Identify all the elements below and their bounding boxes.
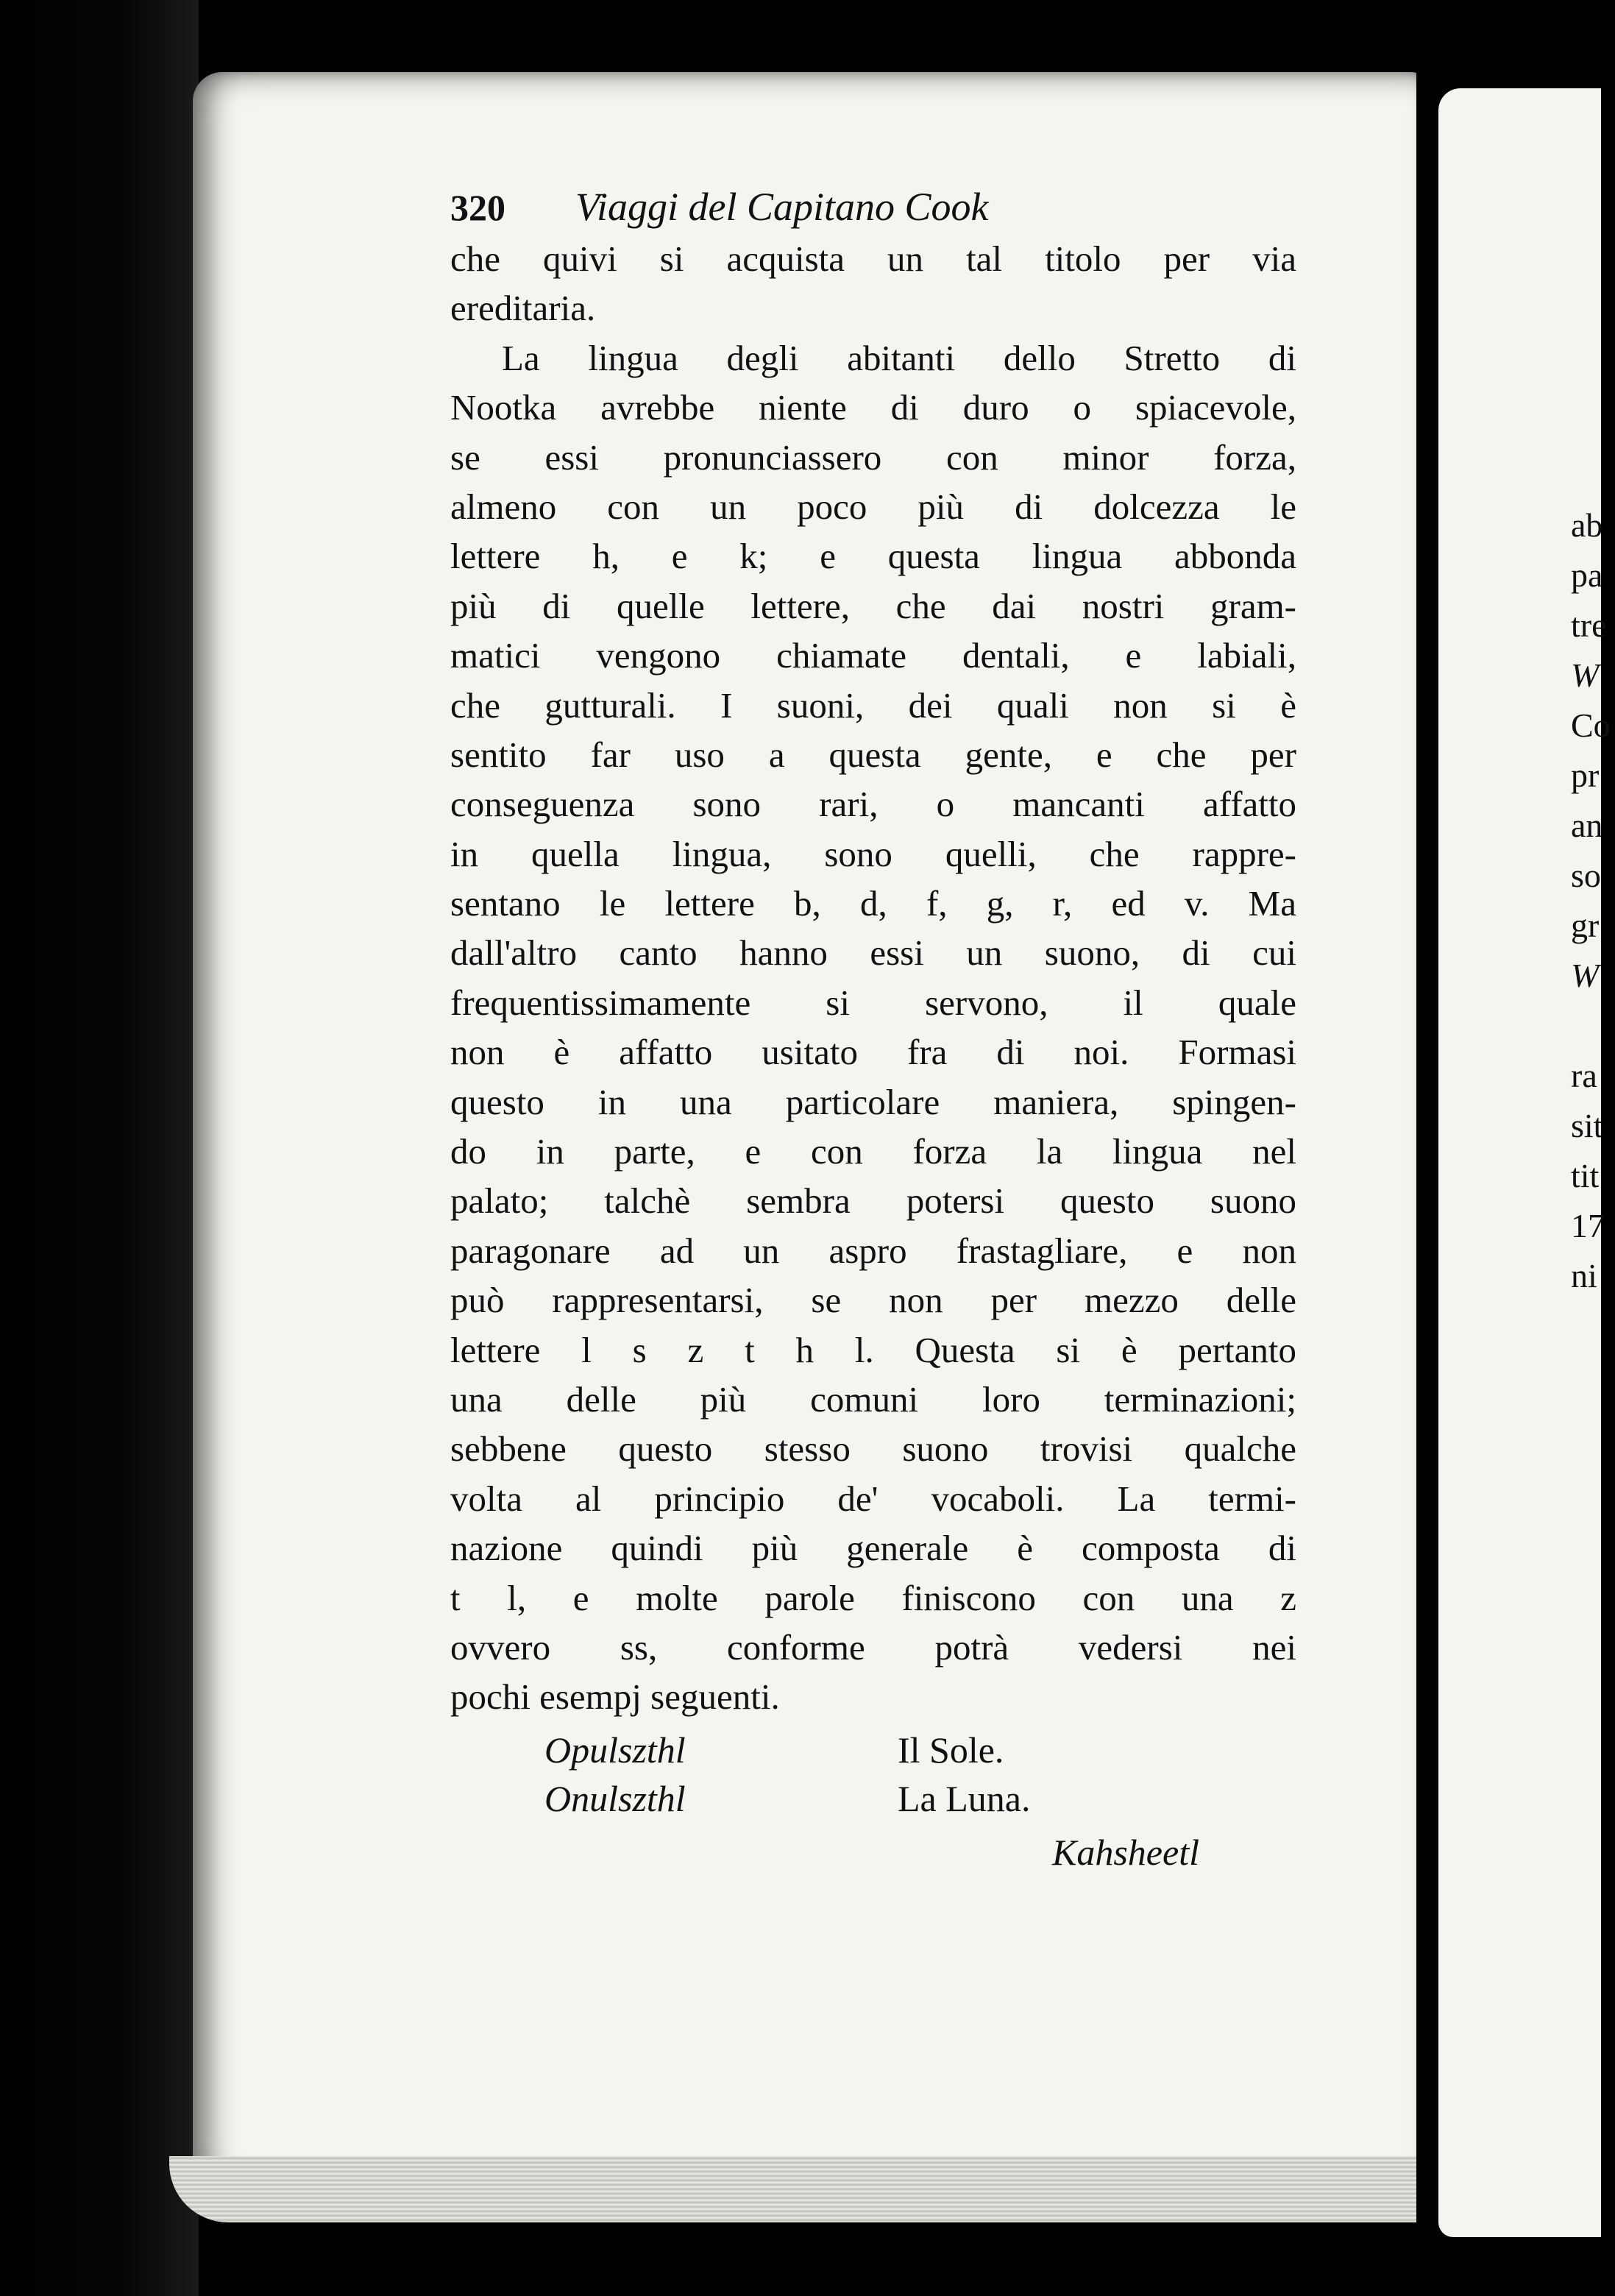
text-line: può rappresentarsi, se non per mezzo delle [450, 1280, 1296, 1321]
text-line: volta al principio de' vocaboli. La termi- [450, 1478, 1296, 1519]
text-line: non è affatto usitato fra di noi. Formasi [450, 1032, 1296, 1073]
body-paragraph [450, 234, 1296, 1722]
text-line: dall'altro canto hanno essi un suono, di cui [450, 932, 1296, 974]
left-book-edge [0, 0, 199, 2296]
right-fragment: ab [1571, 506, 1603, 544]
right-fragment: gr [1571, 907, 1600, 944]
native-word: Onulszthl [544, 1778, 686, 1819]
text-line: palato; talchè sembra potersi questo suono [450, 1180, 1296, 1222]
vocabulary-examples [544, 1726, 1133, 1823]
example-row [544, 1774, 1133, 1823]
page-header [450, 184, 1296, 234]
text-line: se essi pronunciassero con minor forza, [450, 436, 1296, 478]
text-line: pochi esempj seguenti. [450, 1676, 780, 1718]
text-line: che quivi si acquista un tal titolo per via [450, 238, 1296, 279]
text-line: che gutturali. I suoni, dei quali non si è [450, 684, 1296, 726]
right-fragment: sit [1571, 1107, 1603, 1144]
page-text [450, 184, 1296, 1722]
catchword: Kahsheetl [1052, 1832, 1199, 1873]
example-row [544, 1726, 1133, 1774]
text-line: sebbene questo stesso suono trovisi qualche [450, 1428, 1296, 1470]
right-fragment: W [1571, 957, 1600, 994]
text-line: do in parte, e con forza la lingua nel [450, 1131, 1296, 1172]
text-line: sentito far uso a questa gente, e che per [450, 734, 1296, 775]
text-line: ereditaria. [450, 288, 596, 329]
text-line: matici vengono chiamate dentali, e labiali, [450, 635, 1296, 676]
right-fragment: Co [1571, 706, 1611, 744]
text-line: t l, e molte parole finiscono con una z [450, 1577, 1296, 1618]
right-fragment [1571, 1001, 1615, 1051]
text-line: lettere l s z t h l. Questa si è pertanto [450, 1329, 1296, 1370]
text-line: lettere h, e k; e questa lingua abbonda [450, 536, 1296, 577]
text-line: in quella lingua, sono quelli, che rappre- [450, 833, 1296, 874]
native-word: Opulszthl [544, 1729, 686, 1771]
right-fragment: tre [1571, 606, 1607, 644]
text-line: più di quelle lettere, che dai nostri gram- [450, 585, 1296, 626]
book-gutter [1416, 29, 1438, 2296]
right-fragment: tit [1571, 1157, 1600, 1194]
text-line: conseguenza sono rari, o mancanti affatto [450, 784, 1296, 825]
right-fragment: 17 [1571, 1207, 1605, 1244]
right-fragment: ni [1571, 1257, 1597, 1294]
text-line: frequentissimamente si servono, il quale [450, 982, 1296, 1023]
text-line: ovvero ss, conforme potrà vedersi nei [450, 1626, 1296, 1668]
word-meaning: Il Sole. [898, 1729, 1004, 1771]
text-line: Nootka avrebbe niente di duro o spiacevole, [450, 387, 1296, 428]
text-line: questo in una particolare maniera, spingen- [450, 1081, 1296, 1122]
right-fragment: an [1571, 807, 1603, 844]
right-fragment: pa [1571, 556, 1603, 594]
text-line: La lingua degli abitanti dello Stretto di [502, 337, 1296, 378]
right-fragment: W [1571, 656, 1600, 694]
right-page-text-fragments [1571, 500, 1615, 1301]
right-fragment: pr [1571, 757, 1600, 794]
page-number: 320 [450, 187, 505, 228]
text-line: una delle più comuni loro terminazioni; [450, 1378, 1296, 1420]
text-line: nazione quindi più generale è composta di [450, 1528, 1296, 1569]
right-fragment: so [1571, 857, 1601, 894]
page-stack-edge [169, 2156, 1435, 2222]
running-title: Viaggi del Capitano Cook [575, 185, 989, 229]
text-line: paragonare ad un aspro frastagliare, e non [450, 1230, 1296, 1271]
text-line: sentano le lettere b, d, f, g, r, ed v. Ma [450, 883, 1296, 924]
text-line: almeno con un poco più di dolcezza le [450, 486, 1296, 527]
word-meaning: La Luna. [898, 1778, 1031, 1819]
right-fragment: ra [1571, 1057, 1597, 1094]
